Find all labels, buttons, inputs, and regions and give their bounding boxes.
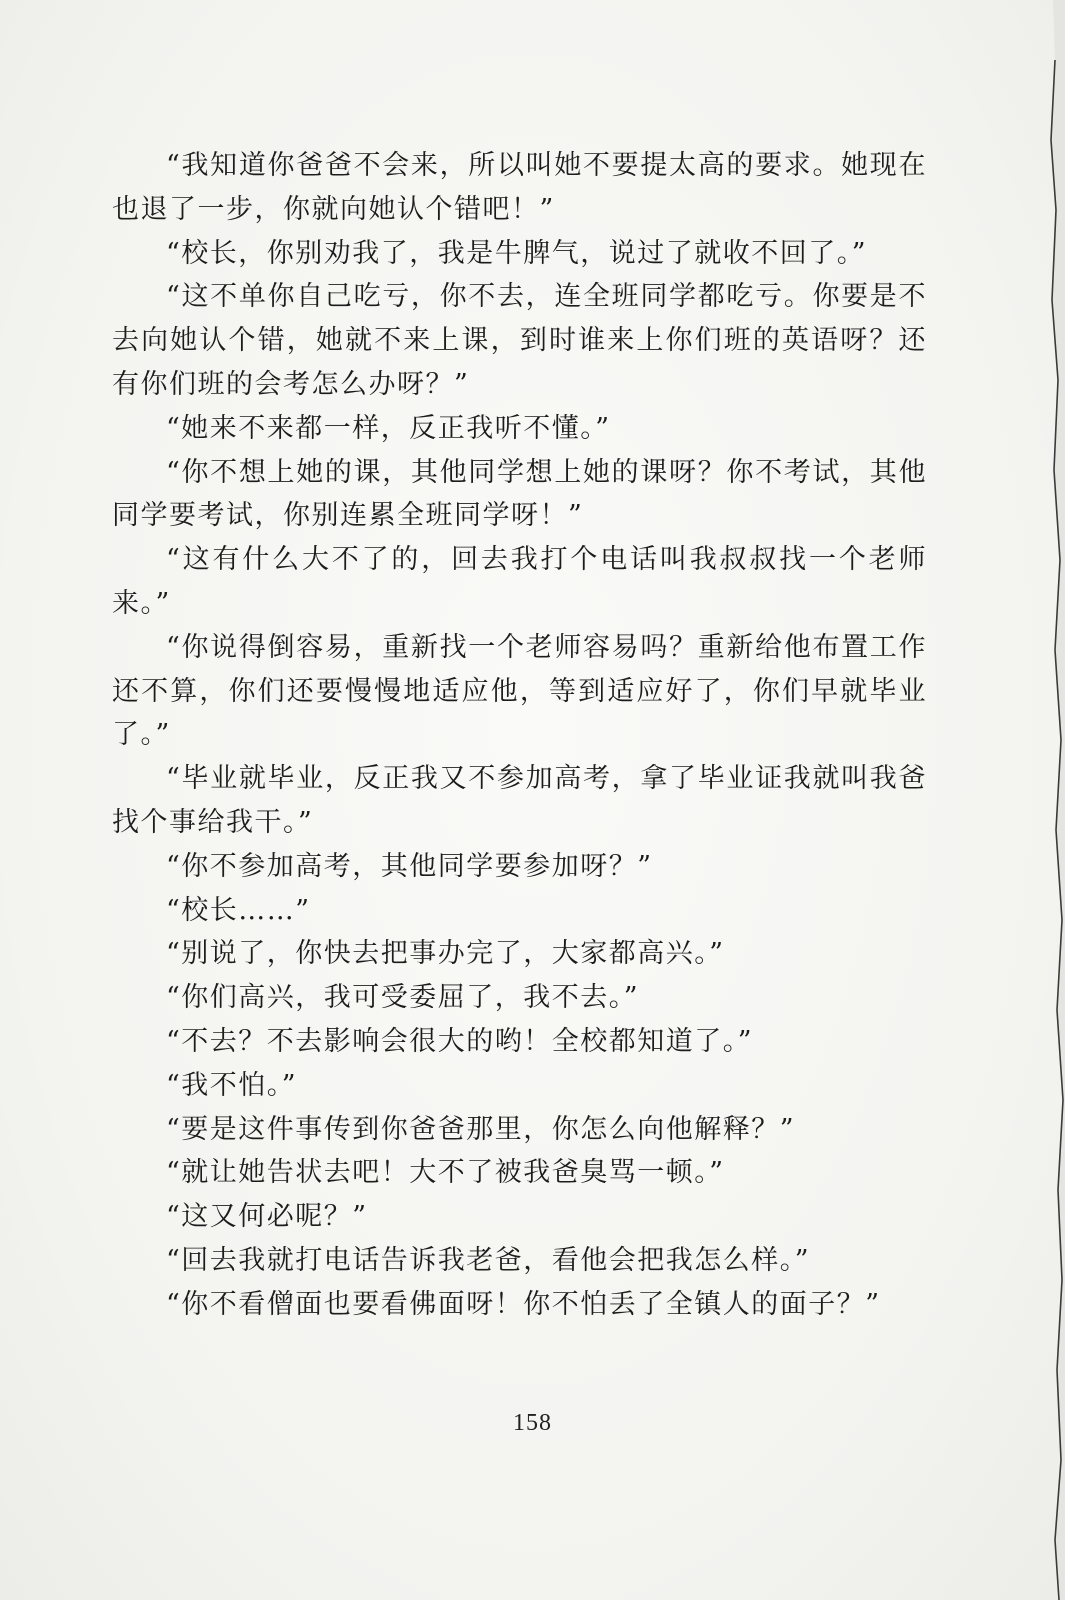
paragraph: “你不看僧面也要看佛面呀！你不怕丢了全镇人的面子？”: [166, 1288, 881, 1320]
paragraph: “这有什么大不了的，回去我打个电话叫我叔叔找一个老师来。”: [112, 544, 927, 619]
paragraph: “毕业就毕业，反正我又不参加高考，拿了毕业证我就叫我爸找个事给我干。”: [112, 763, 927, 838]
paragraph: “校长……”: [166, 894, 311, 926]
torn-edge-decoration: [1025, 0, 1065, 1600]
paragraph: “要是这件事传到你爸爸那里，你怎么向他解释？”: [166, 1113, 796, 1145]
body-text: [112, 144, 927, 1327]
paragraph: “我不怕。”: [166, 1069, 298, 1101]
paragraph: “回去我就打电话告诉我老爸，看他会把我怎么样。”: [166, 1244, 811, 1276]
paragraph: “这又何必呢？”: [166, 1201, 368, 1233]
paragraph: “你不想上她的课，其他同学想上她的课呀？你不考试，其他同学要考试，你别连累全班同学呀！”: [112, 456, 927, 532]
paragraph: “校长，你别劝我了，我是牛脾气，说过了就收不回了。”: [166, 237, 868, 269]
page-number: 158: [513, 1410, 552, 1436]
paragraph: “不去？不去影响会很大的哟！全校都知道了。”: [166, 1025, 754, 1057]
paragraph: “你不参加高考，其他同学要参加呀？”: [166, 850, 653, 882]
paragraph: “就让她告状去吧！大不了被我爸臭骂一顿。”: [166, 1157, 725, 1189]
paragraph: “你说得倒容易，重新找一个老师容易吗？重新给他布置工作还不算，你们还要慢慢地适应他，等到适应好了，你们早就毕业了。”: [112, 631, 927, 751]
paragraph: “别说了，你快去把事办完了，大家都高兴。”: [166, 938, 725, 970]
paragraph: “我知道你爸爸不会来，所以叫她不要提太高的要求。她现在也退了一步，你就向她认个错吧！”: [112, 150, 927, 225]
paragraph: “这不单你自己吃亏，你不去，连全班同学都吃亏。你要是不去向她认个错，她就不来上课，到时谁来上你们班的英语呀？还有你们班的会考怎么办呀？”: [112, 281, 927, 400]
paragraph: “她来不来都一样，反正我听不懂。”: [166, 412, 611, 444]
paragraph: “你们高兴，我可受委屈了，我不去。”: [166, 982, 640, 1014]
